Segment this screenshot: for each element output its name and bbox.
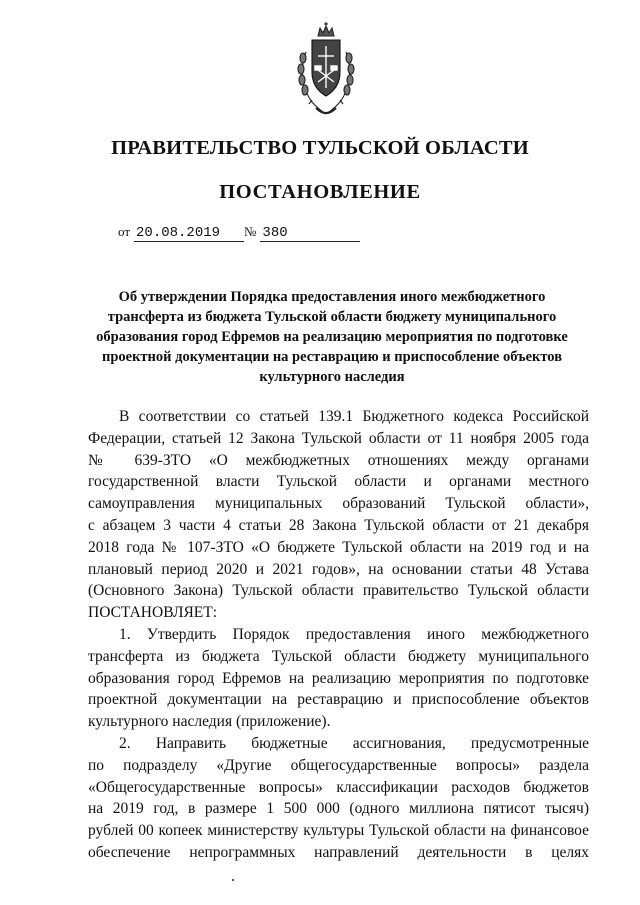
title-line: культурного наследия [259,369,405,385]
body-line: с абзацем 3 части 4 статьи 28 Закона Тульской области от 21 декабря [88,516,589,534]
document-date: 20.08.2019 [134,226,244,242]
organization-name: ПРАВИТЕЛЬСТВО ТУЛЬСКОЙ ОБЛАСТИ [111,137,529,159]
body-line: 1. Утвердить Порядок предоставления иного межбюджетного [119,625,589,643]
body-line: самоуправления муниципальных образований Тульской области», [88,495,589,513]
body-line: 2. Направить бюджетные ассигнования, предусмотренные [119,734,589,752]
scan-speck [232,879,234,881]
date-label: от [118,224,131,239]
title-line: образования город Ефремов на реализацию мероприятия по подготовке [96,329,568,345]
number-label: № [244,224,257,239]
title-line: трансферта из бюджета Тульской области бюджету муниципального [107,309,557,325]
document-title [92,287,572,387]
body-line: № 639-ЗТО «О межбюджетных отношениях между органами [88,451,589,469]
body-line: трансферта из бюджета Тульской области бюджету муниципального [88,647,589,665]
body-line: (Основного Закона) Тульской области правительство Тульской области [88,582,589,600]
body-line: Федерации, статьей 12 Закона Тульской области от 11 ноября 2005 года [88,429,589,447]
body-line: культурного наследия (приложение). [88,713,331,731]
body-line: на 2019 год, в размере 1 500 000 (одного миллиона пятисот тысяч) [88,800,589,818]
body-line: В соответствии со статьей 139.1 Бюджетного кодекса Российской [119,408,589,425]
body-line: образования город Ефремов на реализацию мероприятия по подготовке [88,669,589,687]
body-line: по подразделу «Другие общегосударственные вопросы» раздела [88,756,589,774]
body-line: проектной документации на реставрацию и приспособление объектов [88,691,589,709]
body-line: ПОСТАНОВЛЯЕТ: [88,604,218,622]
document-number: 380 [260,226,360,242]
body-line: 2018 года № 107-ЗТО «О бюджете Тульской области на 2019 год и на [88,538,589,556]
document-type: ПОСТАНОВЛЕНИЕ [219,181,421,203]
title-line: проектной документации на реставрацию и приспособление объектов [101,349,563,365]
body-line: рублей 00 копеек министерству культуры Тульской области на финансовое [88,822,589,840]
body-line: государственной власти Тульской области и органами местного [88,473,589,491]
date-number-line [118,224,360,242]
document-body [88,406,589,864]
title-line: Об утверждении Порядка предоставления иного межбюджетного [118,289,546,305]
body-line: плановый период 2020 и 2021 годов», на основании статьи 48 Устава [88,560,589,578]
body-line: обеспечение непрограммных направлений деятельности в целях [88,843,589,861]
coat-of-arms-emblem [296,22,356,118]
body-line: «Общегосударственные вопросы» классификации расходов бюджетов [88,778,589,796]
